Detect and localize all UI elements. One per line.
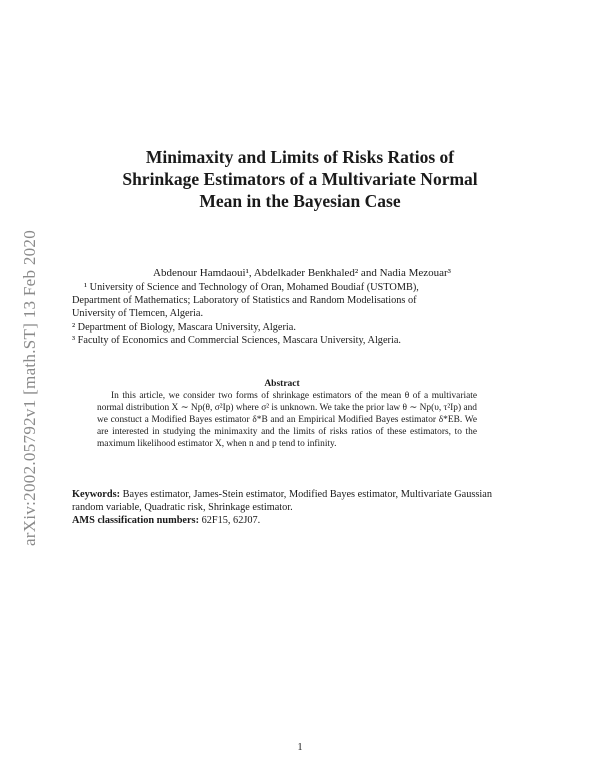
page-number: 1 xyxy=(297,742,303,753)
affiliation-line: Department of Mathematics; Laboratory of Statistics and Random Modelisations of xyxy=(72,295,417,307)
ams-text: 62F15, 62J07. xyxy=(201,515,261,527)
author-list: Abdenour Hamdaoui¹, Abdelkader Benkhaled² and Nadia Mezouar³ xyxy=(153,267,451,279)
title-line: Shrinkage Estimators of a Multivariate Normal xyxy=(122,169,478,189)
affiliations xyxy=(72,281,492,347)
ams-line xyxy=(72,514,492,527)
keywords-line xyxy=(72,488,492,514)
abstract-heading: Abstract xyxy=(264,379,300,389)
keywords-block xyxy=(72,488,492,528)
arxiv-identifier-stamp: arXiv:2002.05792v1 [math.ST] 13 Feb 2020 xyxy=(20,229,39,547)
affiliation-line: University of Tlemcen, Algeria. xyxy=(72,308,204,320)
affiliation-line: ³ Faculty of Economics and Commercial Sciences, Mascara University, Algeria. xyxy=(72,334,401,346)
paper-title xyxy=(80,146,520,212)
keywords-text: Bayes estimator, James-Stein estimator, Modified Bayes estimator, Multivariate Gaussian random variable, Quadratic risk, Shrinkage estimator. xyxy=(72,489,492,514)
affiliation-line: ¹ University of Science and Technology of Oran, Mohamed Boudiaf (USTOMB), xyxy=(84,282,419,293)
title-line: Mean in the Bayesian Case xyxy=(199,191,401,211)
ams-label: AMS classification numbers: xyxy=(72,515,199,527)
title-line: Minimaxity and Limits of Risks Ratios of xyxy=(145,147,455,167)
keywords-label: Keywords: xyxy=(72,489,121,500)
abstract-text: In this article, we consider two forms of shrinkage estimators of the mean θ of a multivariate normal distribution X ∼ Np(θ, σ²Ip) where σ² is unknown. We take the prior law θ ∼ Np(υ, τ²Ip) and we constuct a Modified Bayes estimator δ*B and an Empirical Modified Bayes estimator δ*EB. We are interested in studying the minimaxity and the limits of risks ratios of these estimators, to the maximum likelihood estimator X, when n and p tend to infinity. xyxy=(97,391,477,450)
affiliation-line: ² Department of Biology, Mascara University, Algeria. xyxy=(72,321,296,333)
